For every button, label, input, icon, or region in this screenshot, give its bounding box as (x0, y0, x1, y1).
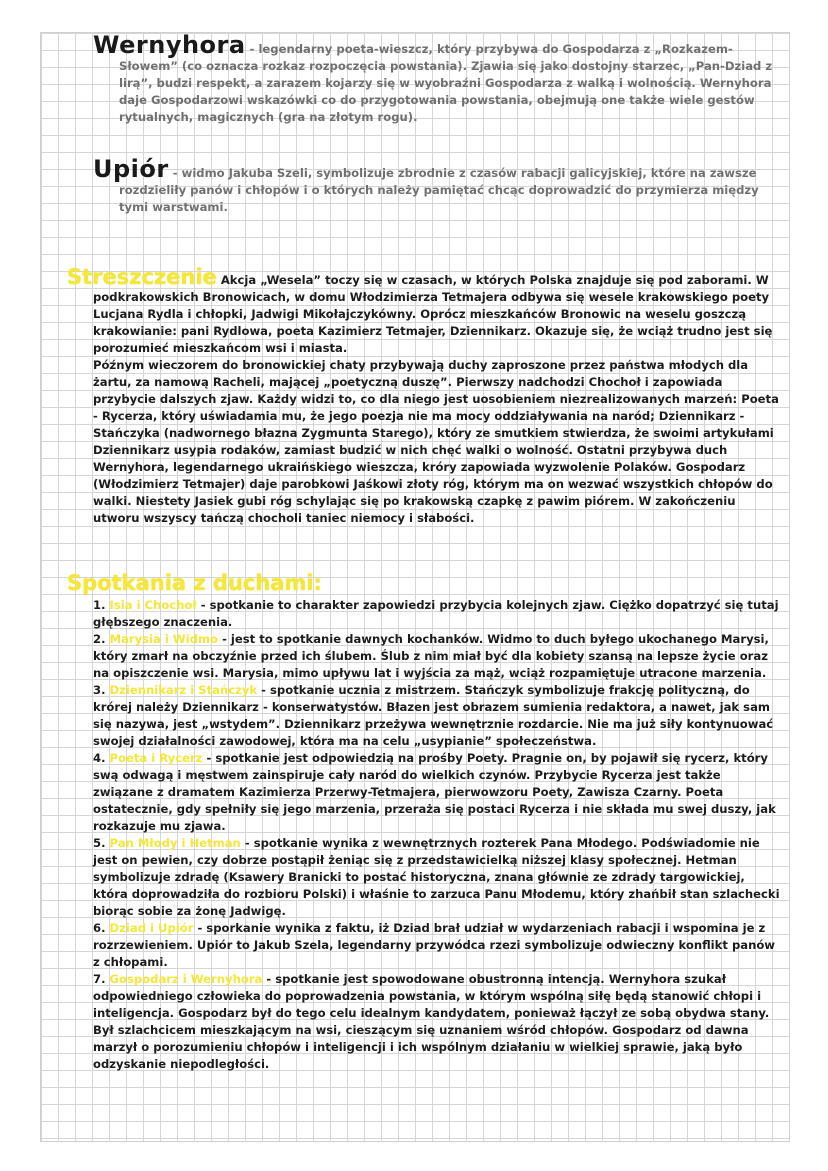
item-text: - sporkanie wynika z faktu, iż Dziad brał udział w wydarzeniach rabacji i wspomina je z rozrzewieniem. Upiór to Jakub Szela, legendarny przywódca rzezi symbolizuje odwieczny konflikt panów z chłopami. (93, 921, 775, 969)
item-number: 4. (93, 751, 106, 765)
summary-section (67, 265, 783, 527)
item-text: - spotkanie jest odpowiedzią na prośby Poety. Pragnie on, by pojawił się rycerz, który swą odwagą i męstwem zainspiruje cały naród do wielkich czynów. Przybycie Rycerza jest także związane z dramatem Kazimierza Przerwy-Tetmajera, pierwowzoru Poety, Zawisza Czarny. Poeta ostatecznie, gdy spełniły się jego marzenia, przeraża się postaci Rycerza i nie składa mu swej duszy, jak rozkazuje mu zjawa. (93, 751, 776, 833)
item-pair: Poeta i Rycerz (109, 751, 203, 765)
meetings-section (67, 571, 783, 1073)
character-upior-intro (93, 155, 783, 183)
list-item (93, 920, 783, 971)
notebook-page (40, 32, 790, 1142)
summary-heading: Streszczenie (67, 265, 217, 289)
item-number: 3. (93, 683, 106, 697)
list-item (93, 971, 783, 1073)
character-name: Upiór (93, 155, 169, 183)
character-name: Wernyhora (93, 31, 246, 59)
item-number: 2. (93, 632, 106, 646)
item-text: - spotkanie jest spowodowane obustronną intencją. Wernyhora szukał odpowiedniego człowieka do poprowadzenia powstania, w którym wspólną siłę będą stanowić chłopi i inteligencja. Gospodarz był do tego celu idealnym kandydatem, ponieważ łączył ze sobą obydwa stany. Był szlachcicem mieszkającym na wsi, cieszącym się uznaniem wśród chłopów. Gospodarz od dawna marzył o porozumieniu chłopów i inteligencji i ich wspólnym działaniu w wielkiej sprawie, jaką było odzyskanie niepodległości. (93, 972, 770, 1071)
item-text: - spotkanie ucznia z mistrzem. Stańczyk symbolizuje frakcję polityczną, do krórej należy Dziennikarz - konserwatystów. Błazen jest obrazem sumienia redaktora, a nawet, jak sam się nazywa, jest „wstydem”. Dziennikarz przeżywa wewnętrznie rozdarcie. Nie ma już siły kontynuować swojej działalności zawodowej, która ma na celu „usypianie” społeczeństwa. (93, 683, 774, 748)
item-pair: Gospodarz i Wernyhora (109, 972, 263, 986)
list-item (93, 597, 783, 631)
character-upior (93, 155, 783, 216)
item-pair: Dziennikarz i Stańczyk (109, 683, 258, 697)
list-item (93, 631, 783, 682)
item-pair: Marysia i Widmo (109, 632, 219, 646)
summary-paragraph-2: Późnym wieczorem do bronowickiej chaty przybywają duchy zaproszone przez państwa młodych dla żartu, za namową Racheli, mającej „poetyczną duszę”. Pierwszy nadchodzi Chochoł i zapowiada przybycie dalszych zjaw. Każdy widzi to, co dla niego jest uosobieniem niezrealizowanych marzeń: Poeta - Rycerza, który uświadamia mu, że jego poezja nie ma mocy oddziaływania na naród; Dziennikarz - Stańczyka (nadwornego błazna Zygmunta Starego), który ze smutkiem stwierdza, że swoimi artykułami Dziennikarz usypia rodaków, zamiast budzić w nich chęć walki o wolność. Ostatni przybywa duch Wernyhora, legendarnego ukraińskiego wieszcza, króry zapowiada wyzwolenie Polaków. Gospodarz (Włodzimierz Tetmajer) daje parobkowi Jaśkowi złoty róg, którym ma on wezwać wszystkich chłopów do walki. Niestety Jasiek gubi róg schylając się po krakowską czapkę z pawim piórem. W zakończeniu utworu wszyscy tańczą chocholi taniec niemocy i słabości. (93, 358, 779, 525)
item-number: 6. (93, 921, 106, 935)
item-text: - jest to spotkanie dawnych kochanków. Widmo to duch byłego ukochanego Marysi, który zmarł na obczyźnie przed ich ślubem. Ślub z nim miał być dla kobiety szansą na lepsze życie oraz na opiszczenie wsi. Marysia, mimo upływu lat i wyjścia za mąż, wciąż rozpamiętuje utracone marzenia. (93, 632, 769, 680)
list-item (93, 835, 783, 920)
item-pair: Pan Młody i Hetman (109, 836, 241, 850)
list-item (93, 682, 783, 750)
character-lead: - legendarny poeta-wieszcz, który przybywa do Gospodarza z „Rozkazem- (245, 42, 733, 56)
list-item (93, 750, 783, 835)
item-pair: Isia i Chochoł (109, 598, 197, 612)
item-number: 7. (93, 972, 106, 986)
character-lead: - widmo Jakuba Szeli, symbolizuje zbrodnie z czasów rabacji galicyjskiej, które na zawsze (168, 166, 757, 180)
meetings-list (67, 597, 783, 1073)
character-wernyhora-intro (93, 31, 783, 59)
item-text: - spotkanie wynika z wewnętrznych rozterek Pana Młodego. Podświadomie nie jest on pewien, czy dobrze postąpił żeniąc się z przedstawicielką niższej klasy społecznej. Hetman symbolizuje zdradę (Ksawery Branicki to postać historyczna, znana głównie ze zdrady targowickiej, która doprowadziła do rozbioru Polski) i właśnie to zarzuca Panu Młodemu, który zhańbił stan szlachecki biorąc sobie za żonę Jadwigę. (93, 836, 780, 918)
item-number: 1. (93, 598, 106, 612)
summary-intro (67, 265, 783, 289)
summary-lead: Akcja „Wesela” toczy się w czasach, w których Polska znajduje się pod zaborami. W (216, 273, 769, 287)
summary-paragraph-1: podkrakowskich Bronowicach, w domu Włodzimierza Tetmajera odbywa się wesele krakowskiego poety Lucjana Rydla i chłopki, Jadwigi Mikołajczykówny. Oprócz mieszkańców Bronowic na weselu goszczą krakowianie: pani Rydlowa, poeta Kazimierz Tetmajer, Dziennikarz. Okazuje się, że wciąż trudno jest się porozumieć mieszkańcom wsi i miasta. (93, 290, 773, 355)
character-description: Słowem” (co oznacza rozkaz rozpoczęcia powstania). Zjawia się jako dostojny starzec, „Pan-Dziad z lirą”, budzi respekt, a zarazem kojarzy się w wyobraźni Gospodarza z walką i wolnością. Wernyhora daje Gospodarzowi wskazówki co do przygotowania powstania, obejmują one także wiele gestów rytualnych, magicznych (gra na złotym rogu). (119, 59, 773, 124)
meetings-heading: Spotkania z duchami: (67, 571, 322, 595)
character-wernyhora (93, 31, 783, 126)
item-number: 5. (93, 836, 106, 850)
item-pair: Dziad i Upiór (109, 921, 194, 935)
item-text: - spotkanie to charakter zapowiedzi przybycia kolejnych zjaw. Ciężko dopatrzyć się tutaj głębszego znaczenia. (93, 598, 779, 629)
character-description: rozdzieliły panów i chłopów i o których należy pamiętać chcąc doprowadzić do przymierza między tymi warstwami. (119, 183, 759, 214)
